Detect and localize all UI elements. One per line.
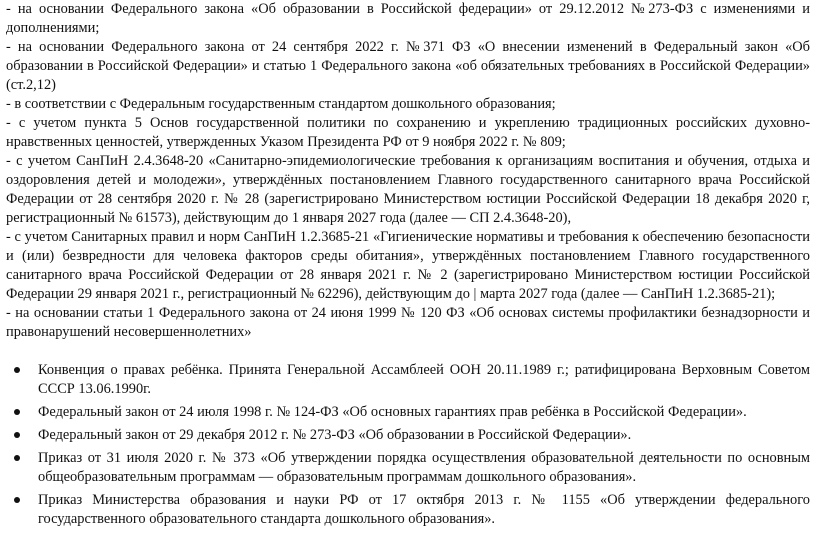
basis-paragraph-3: - в соответствии с Федеральным государственным стандартом дошкольного образования;	[6, 96, 556, 112]
list-item-text: Приказ от 31 июля 2020 г. № 373 «Об утверждении порядка осуществления образовательной деятельности по основным общеобразовательным программам — образовательным программам дошкольного образования».	[38, 450, 810, 485]
bullet-icon	[14, 367, 20, 373]
basis-paragraph-5: - с учетом СанПиН 2.4.3648-20 «Санитарно-эпидемиологические требования к организациям воспитания и обучения, отдыха и оздоровления детей и молодежи», утверждённых постановлением Главного государственного санитарного врача Российской Федерации от 28 сентября 2020 г. № 28 (зарегистрировано Министерством юстиции Российской Федерации 18 декабря 2020 г, регистрационный № 61573), действующим до 1 января 2027 года (далее — СП 2.4.3648-20),	[6, 153, 810, 226]
basis-paragraph-6: - с учетом Санитарных правил и норм СанПиН 1.2.3685-21 «Гигиенические нормативы и требования к обеспечению безопасности и (или) безвредности для человека факторов среды обитания», утверждённых постановлением Главного государственного санитарного врача Российской Федерации от 28 января 2021 г. № 2 (зарегистрировано Министерством юстиции Российской Федерации 29 января 2021 г., регистрационный № 62296), действующим до | марта 2027 года (далее — СанПиН 1.2.3685-21);	[6, 229, 810, 302]
bullet-icon	[14, 497, 20, 503]
basis-paragraph-7: - на основании статьи 1 Федерального закона от 24 июня 1999 № 120 ФЗ «Об основах системы профилактики безнадзорности и правонарушений несовершеннолетних»	[6, 305, 810, 340]
bullet-icon	[14, 432, 20, 438]
list-item-text: Приказ Министерства образования и науки РФ от 17 октября 2013 г. № 1155 «Об утверждении федерального государственного образовательного стандарта дошкольного образования».	[38, 492, 810, 527]
list-item	[6, 403, 810, 422]
list-item	[6, 449, 810, 487]
blank-line	[6, 342, 810, 361]
document-page	[6, 0, 810, 533]
bullet-icon	[14, 455, 20, 461]
list-item	[6, 426, 810, 445]
legal-documents-list	[6, 361, 810, 529]
basis-paragraph-4: - с учетом пункта 5 Основ государственной политики по сохранению и укреплению традиционных российских духовно-нравственных ценностей, утвержденных Указом Президента РФ от 9 ноября 2022 г. № 809;	[6, 115, 810, 150]
list-item-text: Конвенция о правах ребёнка. Принята Генеральной Ассамблеей ООН 20.11.1989 г.; ратифицирована Верховным Советом СССР 13.06.1990г.	[38, 362, 810, 397]
list-item	[6, 361, 810, 399]
list-item	[6, 491, 810, 529]
list-item-text: Федеральный закон от 24 июля 1998 г. № 124-ФЗ «Об основных гарантиях прав ребёнка в Российской Федерации».	[38, 404, 747, 420]
bullet-icon	[14, 409, 20, 415]
basis-paragraph-1: - на основании Федерального закона «Об образовании в Российской федерации» от 29.12.2012 №273-ФЗ с изменениями и дополнениями;	[6, 1, 810, 36]
list-item-text: Федеральный закон от 29 декабря 2012 г. № 273-ФЗ «Об образовании в Российской Федерации».	[38, 427, 632, 443]
basis-paragraph-2: - на основании Федерального закона от 24 сентября 2022 г. №371 ФЗ «О внесении изменений в Федеральный закон «Об образовании в Российской Федерации» и статью 1 Федерального закона «об обязательных требованиях в Российской Федерации» (ст.2,12)	[6, 39, 810, 93]
